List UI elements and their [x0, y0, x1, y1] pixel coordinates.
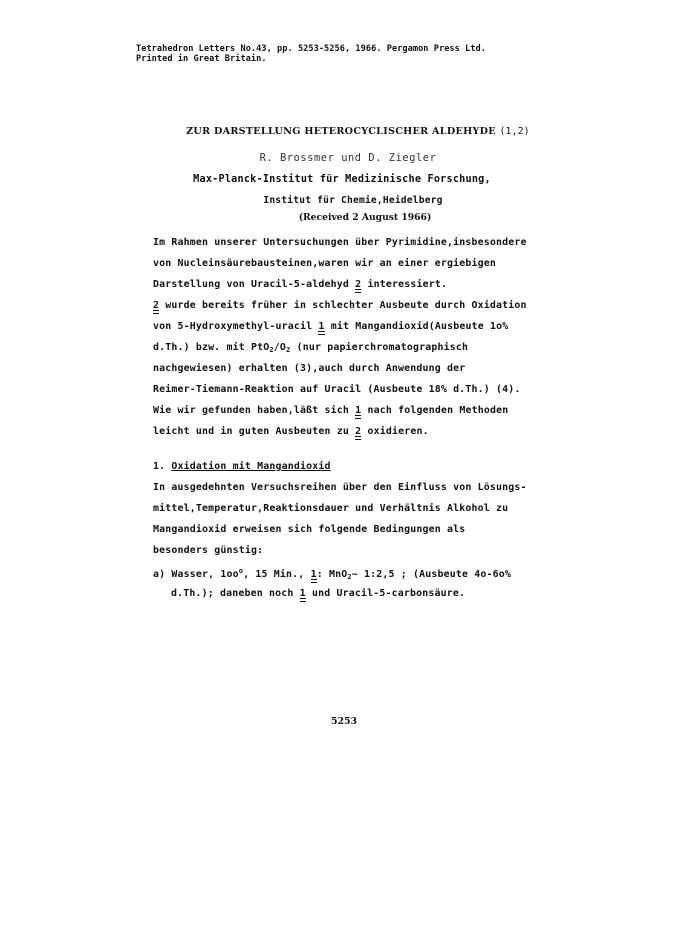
printer-note: Printed in Great Britain.	[136, 54, 267, 64]
body-line	[153, 300, 527, 311]
institution-line-2: Institut für Chemie,Heidelberg	[263, 195, 443, 206]
journal-header	[136, 44, 486, 64]
body-text: /O	[273, 342, 287, 353]
article-title	[0, 126, 680, 137]
body-line: von Nucleinsäurebausteinen,waren wir an einer ergiebigen	[153, 258, 497, 269]
subscript: 2	[347, 573, 352, 581]
body-line: Im Rahmen unserer Untersuchungen über Pyrimidine,insbesondere	[153, 237, 527, 248]
body-text: wurde bereits früher in schlechter Ausbeute durch Oxidation	[165, 300, 527, 311]
body-text: interessiert.	[367, 279, 448, 290]
body-text: nach folgenden Methoden	[367, 405, 509, 416]
compound-number: 1	[318, 321, 325, 332]
compound-number: 1	[355, 405, 362, 416]
body-line: besonders günstig:	[153, 545, 264, 556]
compound-number: 1	[310, 569, 317, 580]
body-line: Reimer-Tiemann-Reaktion auf Uracil (Ausbeute 18% d.Th.) (4).	[153, 384, 521, 395]
body-text: (nur papierchromatographisch	[296, 342, 469, 353]
compound-number: 2	[153, 300, 160, 311]
body-line	[153, 405, 508, 416]
section-heading	[153, 461, 331, 472]
authors: R. Brossmer und D. Ziegler	[259, 152, 437, 164]
body-line: nachgewiesen) erhalten (3),auch durch Anwendung der	[153, 363, 466, 374]
body-line	[153, 342, 468, 354]
title-ref: (1,2)	[499, 126, 530, 137]
body-line	[153, 279, 447, 290]
body-line	[153, 426, 429, 437]
list-item-a-continued	[171, 588, 465, 599]
section-title: Oxidation mit Mangandioxid	[171, 461, 331, 472]
body-text: oxidieren.	[367, 426, 429, 437]
compound-number: 2	[355, 279, 362, 290]
body-line: mittel,Temperatur,Reaktionsdauer und Verhältnis Alkohol zu	[153, 503, 509, 514]
compound-number: 2	[355, 426, 362, 437]
title-text: ZUR DARSTELLUNG HETEROCYCLISCHER ALDEHYDE	[186, 126, 496, 137]
body-text: von 5-Hydroxymethyl-uracil	[153, 321, 313, 332]
body-text: d.Th.) bzw. mit PtO	[153, 342, 270, 353]
received-date: (Received 2 August 1966)	[298, 212, 432, 223]
body-text: leicht und in guten Ausbeuten zu	[153, 426, 350, 437]
body-line	[153, 321, 508, 332]
institution-line-1: Max-Planck-Institut für Medizinische Forschung,	[193, 174, 491, 185]
journal-citation: Tetrahedron Letters No.43, pp. 5253-5256, 1966. Pergamon Press Ltd.	[136, 44, 486, 54]
superscript: o	[238, 567, 244, 575]
body-line: Mangandioxid erweisen sich folgende Bedingungen als	[153, 524, 466, 535]
body-text: : MnO	[316, 569, 348, 580]
body-text: ~ 1:2,5 ; (Ausbeute 4o-6o%	[351, 569, 512, 580]
body-text: , 15 Min.,	[243, 569, 305, 580]
subscript: 2	[286, 346, 291, 354]
list-item-a	[153, 567, 511, 581]
subscript: 2	[269, 346, 274, 354]
body-text: mit Mangandioxid(Ausbeute 1o%	[330, 321, 509, 332]
body-text: Wie wir gefunden haben,läßt sich	[153, 405, 350, 416]
section-number: 1.	[153, 461, 166, 472]
compound-number: 1	[299, 588, 306, 599]
page-number: 5253	[330, 716, 358, 727]
body-text: d.Th.); daneben noch	[171, 588, 294, 599]
body-text: und Uracil-5-carbonsäure.	[311, 588, 466, 599]
body-line: In ausgedehnten Versuchsreihen über den Einfluss von Lösungs-	[153, 482, 527, 493]
body-text: Darstellung von Uracil-5-aldehyd	[153, 279, 350, 290]
body-text: a) Wasser, 1oo	[153, 569, 239, 580]
